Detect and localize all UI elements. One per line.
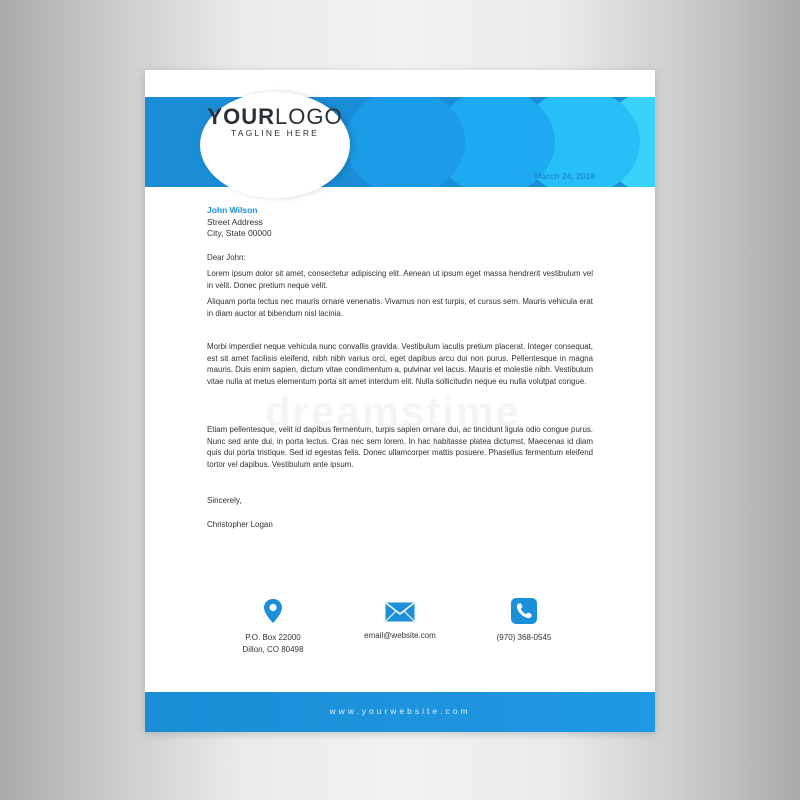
address-line-2: Dillon, CO 80498	[242, 645, 304, 654]
email-address[interactable]: email@website.com	[364, 631, 436, 640]
envelope-icon	[385, 602, 415, 622]
salutation: Dear John:	[207, 253, 246, 262]
phone-icon	[511, 598, 537, 624]
location-pin-icon	[263, 598, 283, 624]
recipient-street: Street Address	[207, 216, 263, 227]
contact-row	[145, 590, 655, 670]
recipient-name: John Wilson	[207, 205, 258, 215]
recipient-block	[207, 205, 272, 240]
recipient-city: City, State 00000	[207, 228, 272, 238]
paragraph-4: Etiam pellentesque, velit id dapibus fermentum, turpis sapien ornare dui, ac tincidunt ligula odio congue purus. Nunc sed ante dui, in porta lectus. Cras nec sem lorem. In hac habitasse platea dictumst. Maecenas id diam quis dui porta tristique. Sed id egestas felis. Donec ullamcorper mattis posuere. Phasellus fermentum eleifend tortor vel dapibus. Vestibulum ante ipsum.	[207, 425, 593, 469]
logo	[207, 104, 343, 130]
signature: Christopher Logan	[207, 520, 273, 529]
paragraph-2: Aliquam porta lectus nec mauris ornare venenatis. Vivamus non est turpis, et cursus sem. Mauris vehicula erat in diam auctor at bibendum nisl lacinia.	[207, 297, 593, 318]
paragraph-3: Morbi imperdiet neque vehicula nunc convallis gravida. Vestibulum iaculis pretium placerat. Integer consequat, est sit amet facilisis eleifend, nibh nibh varius orci, eget dapibus arcu dui non purus. Pellentesque in magna mauris. Duis enim sapien, dictum vitae condimentum a, pulvinar vel lacus. Mauris et molestie nibh. Vestibulum vitae nulla at metus elementum porta sit amet interdum elit. Nulla sollicitudin neque eu nulla volutpat congue.	[207, 342, 593, 386]
website-link[interactable]: www.yourwebsite.com	[329, 706, 471, 716]
phone-number[interactable]: (970) 368-0545	[496, 633, 552, 642]
footer-band	[145, 692, 655, 732]
address-line-1: P.O. Box 22000	[245, 633, 301, 642]
contact-phone	[449, 598, 599, 644]
paragraph-1: Lorem ipsum dolor sit amet, consectetur adipiscing elit. Aenean ut ipsum eget massa hendrerit vestibulum vel in velit. Donec pretium neque velit.	[207, 269, 593, 290]
letter-date: March 24, 2018	[534, 171, 595, 181]
logo-light-text: LOGO	[274, 104, 343, 129]
letterhead-page	[145, 70, 655, 732]
logo-bold-text: YOUR	[207, 104, 275, 129]
tagline: TAGLINE HERE	[230, 128, 320, 138]
closing: Sincerely,	[207, 496, 242, 505]
